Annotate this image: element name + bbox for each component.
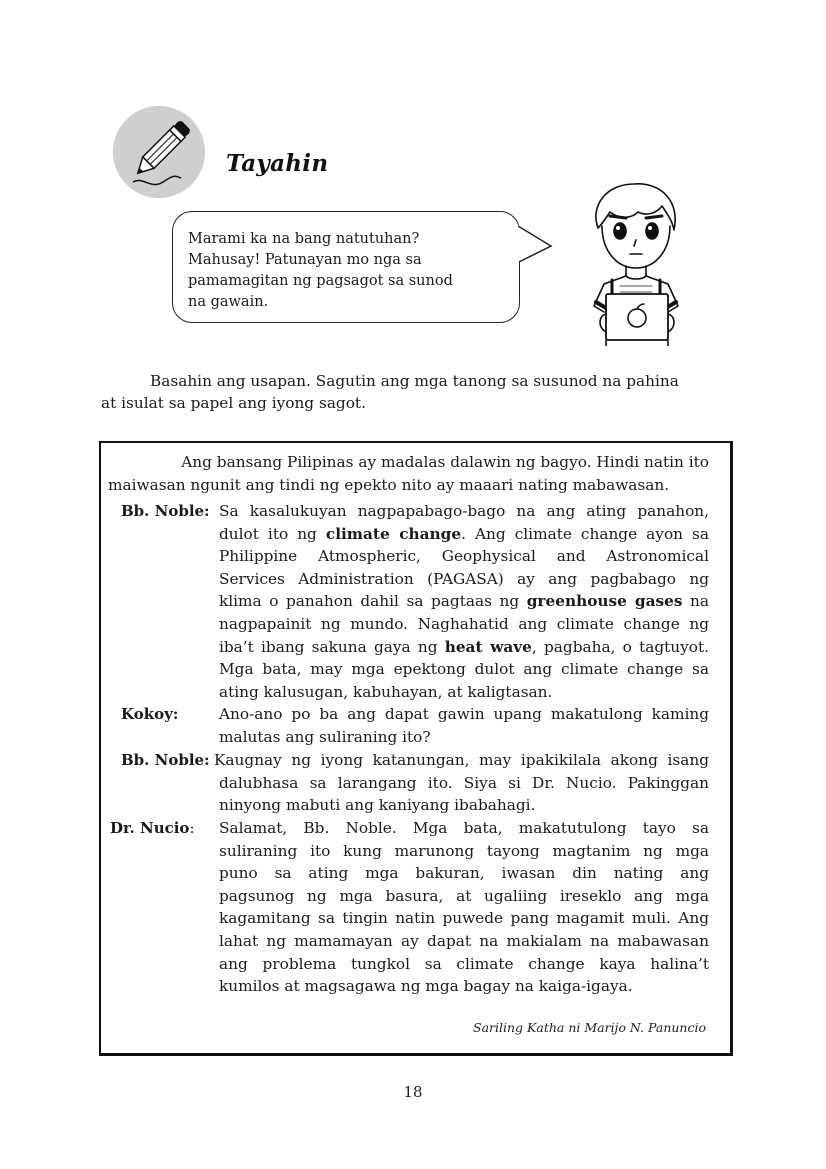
text-span: Sa kasalukuyan nagpapabago-bago na ang ating panahon, (219, 502, 709, 520)
text-span: iba’t ibang sakuna gaya ng (219, 637, 445, 656)
text-span: Mga bata, may mga epektong dulot ang climate change sa (219, 660, 709, 679)
text-span: ang problema tungkol sa climate change kaya halina’t (219, 954, 709, 973)
text-span: dalubhasa sa larangang ito. Siya si Dr. Nucio. Pakinggan (219, 773, 709, 792)
text-span: nagpapainit ng mundo. Naghahatid ang climate change ng (219, 615, 709, 633)
text-span: Salamat, Bb. Noble. Mga bata, makatutulong tayo sa (219, 819, 709, 837)
story-credit: Sariling Katha ni Marijo N. Panuncio (473, 1020, 706, 1035)
dialog-line (219, 817, 709, 840)
text-span: Ano-ano po ba ang dapat gawin upang makatulong kaming (219, 705, 709, 723)
dialog-line (219, 568, 709, 591)
dialog-line (219, 930, 709, 953)
student-with-tablet-illustration (576, 176, 696, 346)
text-span: Kaugnay ng iyong katanungan, may ipakikilala akong isang (214, 751, 709, 769)
dialog-line (219, 794, 709, 817)
text-span: klima o panahon dahil sa pagtaas ng (219, 592, 527, 611)
page-number: 18 (403, 1083, 423, 1101)
dialog-line (219, 953, 709, 976)
speaker-label: Kokoy: (121, 705, 179, 723)
text-span: kagamitang sa tingin natin puwede pang magamit muli. Ang (219, 909, 709, 928)
instructions-line: at isulat sa papel ang iyong sagot. (101, 394, 366, 412)
dialog-line (219, 862, 709, 885)
dialog-line (219, 523, 709, 546)
bubble-line: Marami ka na bang natutuhan? (188, 231, 420, 247)
dialog-line (219, 658, 709, 681)
dialog-line (219, 590, 709, 613)
dialog-line (219, 907, 709, 930)
pencil-badge (113, 106, 205, 198)
speaker-label: Dr. Nucio: (110, 819, 195, 837)
text-span: suliraning ito kung marunong tayong magtanim ng mga (219, 841, 709, 860)
dialog-line (219, 681, 709, 704)
dialog-line (219, 726, 709, 749)
intro-line: maiwasan ngunit ang tindi ng epekto nito ay maaari nating mabawasan. (108, 476, 670, 494)
dialog-line (219, 975, 709, 998)
bold-term: heat wave (444, 637, 532, 656)
intro-line: Ang bansang Pilipinas ay madalas dalawin ng bagyo. Hindi natin ito (181, 453, 709, 471)
text-span: Philippine Atmospheric, Geophysical and Astronomical (219, 547, 709, 566)
page-title: Tayahin (226, 150, 329, 177)
text-span: puno sa ating mga bakuran, iwasan din nating ang (219, 864, 709, 883)
speaker-label: Bb. Noble: (121, 502, 210, 520)
dialog-line (219, 500, 709, 523)
pencil-icon (113, 106, 205, 198)
speech-bubble-text (188, 229, 508, 313)
dialog-line (219, 703, 709, 726)
text-span: lahat ng mamamayan ay dapat na makialam na mabawasan (219, 932, 709, 950)
text-span: malutas ang suliraning ito? (219, 727, 431, 746)
bold-term: climate change (325, 524, 462, 543)
instructions (101, 370, 729, 414)
text-span: pagsunog ng mga basura, at ugaliing ireseklo ang mga (219, 886, 709, 905)
text-span: Services Administration (PAGASA) ay ang pagbabago ng (219, 569, 709, 588)
instructions-line: Basahin ang usapan. Sagutin ang mga tanong sa susunod na pahina (150, 372, 679, 390)
text-span: kumilos at magsagawa ng mga bagay na kaiga-igaya. (219, 977, 633, 996)
bubble-line: pamamagitan ng pagsagot sa sunod (188, 273, 453, 289)
dialog-line (219, 636, 709, 659)
text-span: . Ang climate change ayon sa (461, 524, 710, 543)
text-span: dulot ito ng (219, 524, 326, 543)
bubble-line: Mahusay! Patunayan mo nga sa (188, 252, 422, 268)
dialog-line (219, 613, 709, 636)
dialog-line (214, 749, 709, 772)
dialog-line (219, 885, 709, 908)
speaker-colon: : (189, 819, 195, 837)
speech-bubble-tail (517, 222, 557, 264)
dialog-line (219, 840, 709, 863)
speaker-label: Bb. Noble: (121, 751, 210, 769)
dialog-line (219, 545, 709, 568)
text-span: ninyong mabuti ang kaniyang ibabahagi. (219, 796, 536, 815)
bubble-line: na gawain. (188, 294, 269, 310)
text-span: na (682, 592, 710, 611)
dialog-line (219, 772, 709, 795)
bold-term: greenhouse gases (526, 592, 683, 611)
text-span: ating kalusugan, kabuhayan, at kaligtasan. (219, 682, 553, 701)
text-span: , pagbaha, o tagtuyot. (531, 637, 709, 656)
